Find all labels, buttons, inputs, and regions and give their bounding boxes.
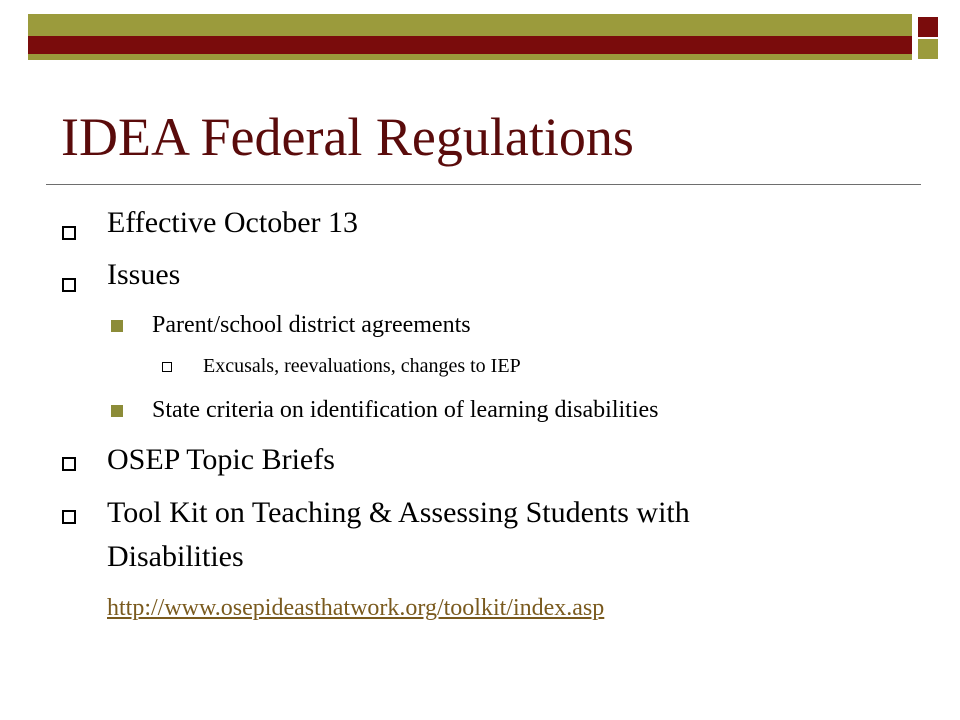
filled-square-bullet-icon bbox=[111, 405, 123, 417]
toolkit-link[interactable]: http://www.osepideasthatwork.org/toolkit/index.asp bbox=[107, 595, 605, 621]
bullet-toolkit-line1: Tool Kit on Teaching & Assessing Students with bbox=[107, 496, 690, 529]
bullet-issues: Issues bbox=[107, 258, 181, 291]
hollow-square-bullet-icon bbox=[162, 362, 172, 372]
bullet-excusals: Excusals, reevaluations, changes to IEP bbox=[203, 355, 521, 377]
bullet-toolkit-line2: Disabilities bbox=[107, 540, 244, 573]
hollow-square-bullet-icon bbox=[62, 510, 76, 524]
bullet-effective: Effective October 13 bbox=[107, 206, 359, 239]
hollow-square-bullet-icon bbox=[62, 457, 76, 471]
slide-title: IDEA Federal Regulations bbox=[61, 107, 634, 167]
filled-square-bullet-icon bbox=[111, 320, 123, 332]
bullet-agreements: Parent/school district agreements bbox=[152, 312, 471, 338]
bullet-state-criteria: State criteria on identification of learning disabilities bbox=[152, 397, 659, 423]
header-corner-olive-square bbox=[918, 39, 938, 59]
hollow-square-bullet-icon bbox=[62, 278, 76, 292]
header-corner-maroon-square bbox=[918, 17, 938, 37]
header-olive-thin-stripe bbox=[28, 54, 912, 60]
title-divider bbox=[46, 184, 921, 185]
bullet-osep-topic-briefs: OSEP Topic Briefs bbox=[107, 443, 335, 476]
decorative-header-band bbox=[0, 0, 960, 64]
hollow-square-bullet-icon bbox=[62, 226, 76, 240]
header-olive-stripe bbox=[28, 14, 912, 36]
header-maroon-stripe bbox=[28, 36, 912, 54]
